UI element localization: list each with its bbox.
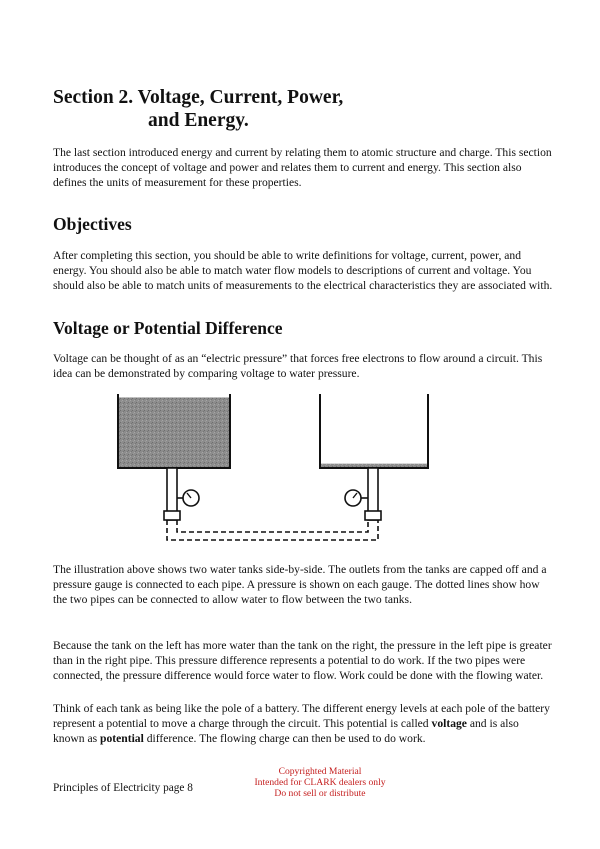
title-line-1: Section 2. Voltage, Current, Power, bbox=[53, 87, 344, 108]
left-pipe bbox=[164, 468, 184, 520]
right-pressure-gauge-icon bbox=[345, 490, 361, 506]
voltage-paragraph-2: The illustration above shows two water tanks side-by-side. The outlets from the tanks are capped off and a pressure gauge is connected to each pipe. A pressure is shown on each gauge. The dotted lines show how the two pipes can be connected to allow water to flow between the two tanks. bbox=[53, 563, 547, 606]
potential-term: potential bbox=[100, 732, 144, 745]
right-pipe bbox=[361, 468, 381, 520]
copyright-line-1: Copyrighted Material bbox=[278, 766, 362, 777]
page-footer: Principles of Electricity page 8 bbox=[53, 782, 193, 794]
copyright-notice bbox=[250, 766, 390, 799]
right-tank bbox=[320, 394, 428, 468]
left-tank bbox=[118, 394, 230, 468]
objectives-heading: Objectives bbox=[53, 214, 132, 234]
voltage-paragraph-3: Because the tank on the left has more water than the tank on the right, the pressure in the left pipe is greater than in the right pipe. This pressure difference represents a potential to do work. If the two pipes were connected, the pressure difference would force water to flow. Work could be done with the flowing water. bbox=[53, 639, 552, 682]
copyright-line-3: Do not sell or distribute bbox=[274, 788, 366, 799]
p4-text-c: and is also known as bbox=[53, 717, 519, 745]
water-tanks-diagram bbox=[108, 394, 440, 554]
copyright-line-2: Intended for CLARK dealers only bbox=[254, 777, 386, 788]
left-pressure-gauge-icon bbox=[183, 490, 199, 506]
p4-text-a: Think of each tank as being like the pole of a battery. The different energy levels at each pole of the battery represent a potential to move a charge through the circuit. This potential is called bbox=[53, 702, 550, 730]
title-line-2: and Energy. bbox=[148, 110, 249, 131]
left-pipe-cap bbox=[164, 511, 180, 520]
right-pipe-cap bbox=[365, 511, 381, 520]
voltage-paragraph-4 bbox=[53, 701, 553, 746]
page-title bbox=[53, 86, 343, 132]
p4-text-e: difference. The flowing charge can then be used to do work. bbox=[143, 732, 426, 745]
intro-paragraph: The last section introduced energy and current by relating them to atomic structure and charge. This section introduces the concept of voltage and power and relates them to current and energy. This section also defines the units of measurement for these properties. bbox=[53, 146, 552, 189]
voltage-heading: Voltage or Potential Difference bbox=[53, 318, 283, 338]
objectives-paragraph: After completing this section, you should be able to write definitions for voltage, current, power, and energy. You should also be able to match water flow models to descriptions of current and voltage. You should also be able to match units of measurements to the electrical characteristics they are associated with. bbox=[53, 249, 553, 292]
left-tank-water bbox=[119, 397, 229, 468]
voltage-paragraph-1: Voltage can be thought of as an “electric pressure” that forces free electrons to flow around a circuit. This idea can be demonstrated by comparing voltage to water pressure. bbox=[53, 352, 543, 380]
voltage-term: voltage bbox=[431, 717, 467, 730]
dotted-connection-lines bbox=[167, 520, 378, 540]
